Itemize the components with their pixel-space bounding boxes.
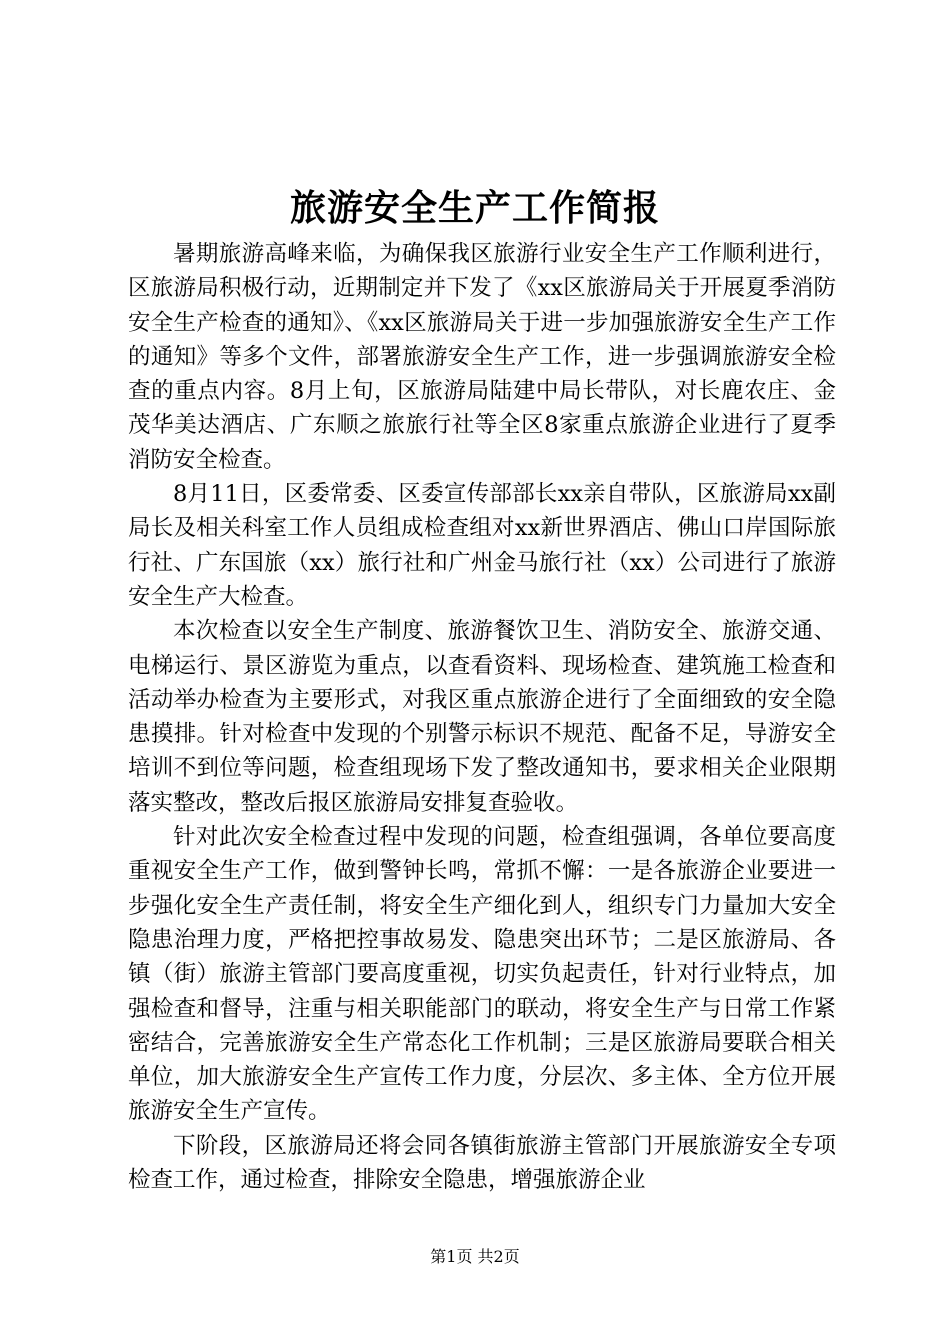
document-body [128, 237, 836, 1197]
page-number-footer: 第1页 共2页 [430, 1247, 520, 1266]
document-title: 旅游安全生产工作简报 [289, 187, 660, 229]
paragraph-2: 8月11日，区委常委、区委宣传部部长xx亲自带队，区旅游局xx副局长及相关科室工作人员组成检查组对xx新世界酒店、佛山口岸国际旅行社、广东国旅（xx）旅行社和广州金马旅行社（xx）公司进行了旅游安全生产大检查。 [128, 481, 836, 610]
paragraph-1: 暑期旅游高峰来临，为确保我区旅游行业安全生产工作顺利进行，区旅游局积极行动，近期制定并下发了《xx区旅游局关于开展夏季消防安全生产检查的通知》、《xx区旅游局关于进一步加强旅游安全生产工作的通知》等多个文件，部署旅游安全生产工作，进一步强调旅游安全检查的重点内容。8月上旬，区旅游局陆建中局长带队，对长鹿农庄、金茂华美达酒店、广东顺之旅旅行社等全区8家重点旅游企业进行了夏季消防安全检查。 [128, 241, 836, 473]
paragraph-5: 下阶段，区旅游局还将会同各镇街旅游主管部门开展旅游安全专项检查工作，通过检查，排除安全隐患，增强旅游企业 [128, 1132, 836, 1194]
paragraph-3: 本次检查以安全生产制度、旅游餐饮卫生、消防安全、旅游交通、电梯运行、景区游览为重点，以查看资料、现场检查、建筑施工检查和活动举办检查为主要形式，对我区重点旅游企进行了全面细致的安全隐患摸排。针对检查中发现的个别警示标识不规范、配备不足，导游安全培训不到位等问题，检查组现场下发了整改通知书，要求相关企业限期落实整改，整改后报区旅游局安排复查验收。 [128, 618, 836, 816]
paragraph-4: 针对此次安全检查过程中发现的问题，检查组强调，各单位要高度重视安全生产工作，做到警钟长鸣，常抓不懈：一是各旅游企业要进一步强化安全生产责任制，将安全生产细化到人，组织专门力量加大安全隐患治理力度，严格把控事故易发、隐患突出环节；二是区旅游局、各镇（街）旅游主管部门要高度重视，切实负起责任，针对行业特点，加强检查和督导，注重与相关职能部门的联动，将安全生产与日常工作紧密结合，完善旅游安全生产常态化工作机制；三是区旅游局要联合相关单位，加大旅游安全生产宣传工作力度，分层次、多主体、全方位开展旅游安全生产宣传。 [128, 824, 836, 1125]
